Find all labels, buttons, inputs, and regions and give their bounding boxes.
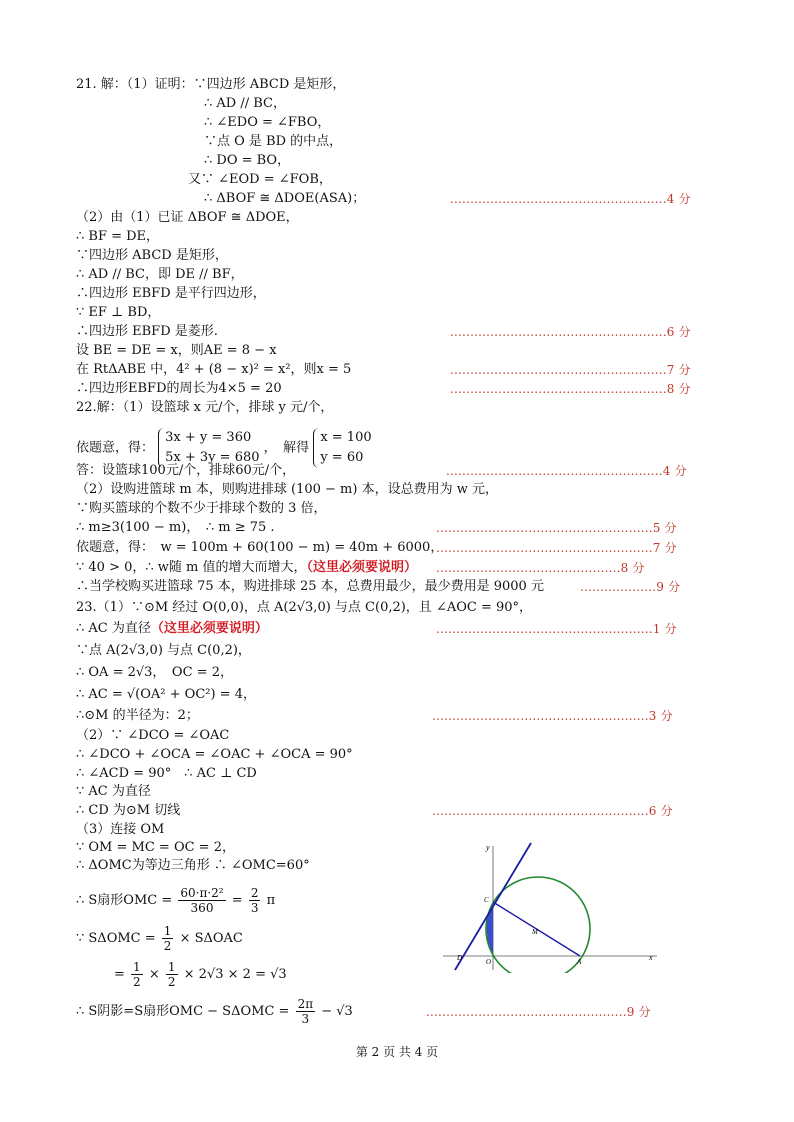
score-mark: ......................................................6 分 xyxy=(450,325,691,339)
shaded-area-label: ∴ S阴影=S扇形OMC − SΔOMC = xyxy=(76,1004,290,1019)
q21-line-5: ∴ DO = BO， xyxy=(204,153,291,168)
point-a-label: A xyxy=(577,958,582,966)
denominator: 2 xyxy=(163,939,172,953)
score-mark: ......................................................4 分 xyxy=(446,464,687,478)
q23-line-5: ∴ AC = √(OA² + OC²) = 4， xyxy=(76,687,256,702)
q22-line-4: （2）设购进篮球 m 本，则购进排球 (100 − m) 本，设总费用为 w 元， xyxy=(76,482,498,497)
denominator: 3 xyxy=(250,901,259,915)
score-mark: ......................................................1 分 xyxy=(436,622,677,636)
q21-line-7: ∴ ΔBOF ≅ ΔDOE(ASA)； xyxy=(204,191,366,206)
q22-line-8-text: ∵ 40 > 0，∴ w随 m 值的增大而增大， xyxy=(76,560,307,575)
denominator: 2 xyxy=(133,975,141,989)
q21-line-11: ∴ AD // BC，即 DE // BF， xyxy=(76,267,244,282)
sector-area-label: ∴ S扇形OMC = xyxy=(76,893,173,908)
numerator: 1 xyxy=(133,960,141,974)
score-mark: ......................................................3 分 xyxy=(432,709,673,723)
q23-line-2 xyxy=(76,621,268,637)
q23-line-12: （3）连接 OM xyxy=(76,822,165,837)
minus-sqrt3: − √3 xyxy=(321,1004,353,1019)
q22-line-3: 答：设篮球100元/个，排球60元/个， xyxy=(76,463,296,478)
q23-line-10: ∵ AC 为直径 xyxy=(76,784,151,799)
q21-line-16: 在 RtΔABE 中，4² + (8 − x)² = x²，则x = 5 xyxy=(76,362,352,377)
q21-line-10: ∵四边形 ABCD 是矩形， xyxy=(76,248,228,263)
denominator: 2 xyxy=(167,975,176,989)
q22-line-1: 22.解：（1）设篮球 x 元/个，排球 y 元/个， xyxy=(76,400,334,415)
equals: = xyxy=(114,967,125,982)
q21-line-6: 又∵ ∠EOD = ∠FOB， xyxy=(188,172,332,187)
q23-line-3: ∵点 A(2√3,0) 与点 C(0,2)， xyxy=(76,643,251,658)
equation-2: 5x + 3y = 680 xyxy=(165,450,260,465)
q23-line-14: ∴ ΔOMC为等边三角形 ∴ ∠OMC=60° xyxy=(76,858,310,873)
point-c-label: C xyxy=(484,896,489,904)
q22-line-6: ∴ m≥3(100 − m)， ∴ m ≥ 75 . xyxy=(76,520,275,535)
denominator: 360 xyxy=(190,901,214,915)
q23-line-2-text: ∴ AC 为直径 xyxy=(76,621,151,636)
equals: = xyxy=(231,893,243,908)
score-mark: ......................................................8 分 xyxy=(450,382,691,396)
x-axis-label: x xyxy=(649,953,653,962)
numerator: 2π xyxy=(297,997,314,1011)
q22-line-5: ∵购买篮球的个数不少于排球个数的 3 倍， xyxy=(76,501,327,516)
q23-line-17 xyxy=(114,958,287,992)
score-mark: ......................................................7 分 xyxy=(436,541,677,555)
circle-tangent-figure xyxy=(435,838,665,973)
times: × xyxy=(148,967,160,982)
q23-line-18 xyxy=(76,995,353,1029)
q21-line-1: 21. 解：（1）证明：∵四边形 ABCD 是矩形， xyxy=(76,77,346,92)
q23-line-15 xyxy=(76,884,275,918)
fraction xyxy=(296,997,316,1026)
fraction xyxy=(249,886,261,915)
fraction xyxy=(166,960,178,989)
q21-line-13: ∵ EF ⊥ BD， xyxy=(76,305,161,320)
score-mark: ..............................................8 分 xyxy=(436,561,645,575)
score-mark: ..................................................9 分 xyxy=(426,1005,651,1019)
q22-intro: 依题意，得： xyxy=(76,440,155,456)
numerator: 2 xyxy=(250,886,259,900)
required-note: （这里必须要说明） xyxy=(306,560,418,575)
q21-line-17: ∴四边形EBFD的周长为4×5 = 20 xyxy=(76,381,282,396)
y-axis-label: y xyxy=(486,843,490,852)
q22-line-8 xyxy=(76,560,417,576)
q21-line-8: （2）由（1）已证 ΔBOF ≅ ΔDOE， xyxy=(76,210,299,225)
score-mark: ......................................................7 分 xyxy=(450,363,691,377)
q23-line-7: （2）∵ ∠DCO = ∠OAC xyxy=(76,728,230,743)
point-o-label: O xyxy=(486,958,492,966)
center-m-label: M xyxy=(532,928,538,936)
point-d-label: D xyxy=(457,954,463,962)
q23-line-6: ∴⊙M 的半径为：2； xyxy=(76,708,199,723)
q22-line-9: ∴当学校购买进篮球 75 本，购进排球 25 本，总费用最少，最少费用是 9000 元 xyxy=(76,579,544,594)
solution-1: x = 100 xyxy=(320,430,372,445)
q23-line-9: ∴ ∠ACD = 90° ∴ AC ⊥ CD xyxy=(76,766,257,781)
q21-line-9: ∴ BF = DE， xyxy=(76,229,160,244)
q23-line-11: ∴ CD 为⊙M 切线 xyxy=(76,803,181,818)
q21-line-3: ∴ ∠EDO = ∠FBO， xyxy=(204,115,331,130)
numerator: 1 xyxy=(167,960,176,974)
q21-line-12: ∴四边形 EBFD 是平行四边形， xyxy=(76,286,266,301)
q21-line-15: 设 BE = DE = x，则AE = 8 − x xyxy=(76,343,277,358)
fraction xyxy=(178,886,225,915)
score-mark: ......................................................5 分 xyxy=(436,521,677,535)
pi-symbol: π xyxy=(266,893,276,908)
equation-system xyxy=(158,428,259,468)
q23-line-16 xyxy=(76,922,243,956)
score-mark: ...................9 分 xyxy=(580,580,681,594)
numerator: 1 xyxy=(163,924,172,938)
triangle-oac-term: × SΔOAC xyxy=(179,931,243,946)
required-note: （这里必须要说明） xyxy=(150,621,268,636)
fraction xyxy=(131,960,143,989)
page-footer: 第 2 页 共 4 页 xyxy=(355,1045,439,1059)
denominator: 3 xyxy=(301,1012,310,1026)
score-mark: ......................................................4 分 xyxy=(450,192,691,206)
q22-equation-line xyxy=(76,428,372,468)
triangle-area-label: ∵ SΔOMC = xyxy=(76,931,156,946)
solve-text: ， 解得 xyxy=(263,440,310,456)
q22-line-7: 依题意，得： w = 100m + 60(100 − m) = 40m + 6000， xyxy=(76,540,444,555)
product-result: × 2√3 × 2 = √3 xyxy=(183,967,287,982)
numerator: 60·π·2² xyxy=(180,886,224,900)
q23-line-4: ∴ OA = 2√3， OC = 2， xyxy=(76,665,233,680)
fraction xyxy=(162,924,174,953)
q21-line-2: ∴ AD // BC， xyxy=(204,96,286,111)
q23-line-1: 23.（1）∵⊙M 经过 O(0,0)，点 A(2√3,0) 与点 C(0,2)，且 ∠AOC = 90°， xyxy=(76,600,533,615)
score-mark: ......................................................6 分 xyxy=(432,804,673,818)
q23-line-8: ∴ ∠DCO + ∠OCA = ∠OAC + ∠OCA = 90° xyxy=(76,747,353,762)
q23-line-13: ∵ OM = MC = OC = 2， xyxy=(76,840,235,855)
q21-line-14: ∴四边形 EBFD 是菱形. xyxy=(76,324,218,339)
solution-2: y = 60 xyxy=(320,450,364,465)
q21-line-4: ∵点 O 是 BD 的中点， xyxy=(204,134,343,149)
solution-system xyxy=(313,428,371,468)
equation-1: 3x + y = 360 xyxy=(165,430,252,445)
